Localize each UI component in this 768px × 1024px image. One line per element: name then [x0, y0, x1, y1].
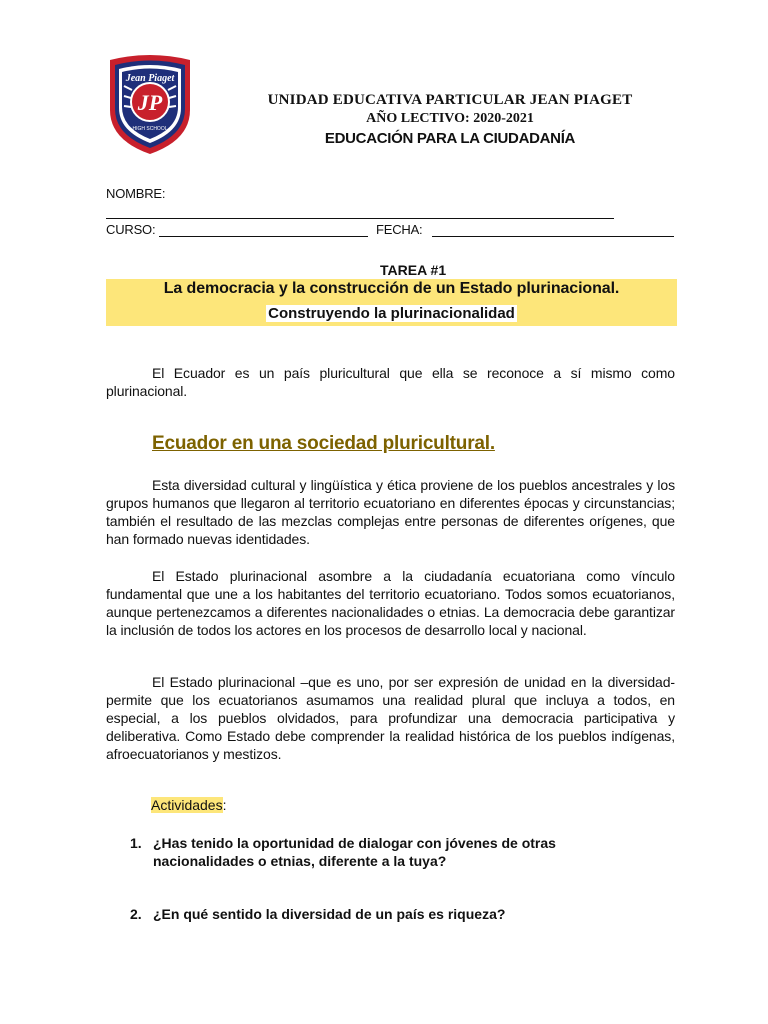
fecha-line[interactable] — [432, 236, 674, 237]
nombre-line[interactable] — [106, 218, 614, 219]
activities-heading — [151, 797, 226, 813]
question-number: 1. — [130, 835, 142, 851]
school-crest-logo — [104, 52, 196, 156]
activities-colon: : — [222, 797, 227, 813]
question-text: ¿En qué sentido la diversidad de un país es riqueza? — [153, 906, 506, 922]
task-number: TAREA #1 — [380, 262, 447, 278]
curso-label: CURSO: — [106, 222, 156, 237]
activities-label: Actividades — [151, 797, 223, 813]
curso-line[interactable] — [159, 236, 368, 237]
intro-paragraph: El Ecuador es un país pluricultural que ella se reconoce a sí mismo como plurinacional. — [106, 365, 675, 399]
paragraph-1: Esta diversidad cultural y lingüística y ética proviene de los pueblos ancestrales y los grupos humanos que llegaron al territorio ecuatoriano en diferentes épocas y circunstancias; también el resultado de las mezclas complejas entre personas de diferentes orígenes, que han formado nuevas identidades. — [106, 477, 675, 547]
nombre-label: NOMBRE: — [106, 186, 166, 201]
section-heading: Ecuador en una sociedad pluricultural. — [152, 433, 495, 454]
crest-monogram: JP — [137, 90, 163, 115]
school-year: AÑO LECTIVO: 2020-2021 — [366, 111, 534, 126]
task-subtitle: Construyendo la plurinacionalidad — [268, 305, 515, 322]
subject-title: EDUCACIÓN PARA LA CIUDADANÍA — [324, 130, 576, 147]
question-text: ¿Has tenido la oportunidad de dialogar con jóvenes de otras nacionalidades o etnias, diferente a la tuya? — [153, 835, 556, 869]
paragraph-3: El Estado plurinacional –que es uno, por ser expresión de unidad en la diversidad- permite que los ecuatorianos asumamos una realidad plural que incluya a todos, en especial, a los pueblos olvidados, para profundizar una democracia participativa y deliberativa. Como Estado debe comprender la realidad histórica de los pueblos indígenas, afroecuatorianos y mestizos. — [106, 674, 675, 762]
question-number: 2. — [130, 906, 142, 922]
paragraph-2: El Estado plurinacional asombre a la ciudadanía ecuatoriana como vínculo fundamental que une a los habitantes del territorio ecuatoriano. Todos somos ecuatorianos, aunque pertenezcamos a diferentes nacionalidades o etnias. La democracia debe garantizar la inclusión de todos los actores en los procesos de desarrollo local y nacional. — [106, 568, 675, 638]
task-title: La democracia y la construcción de un Estado plurinacional. — [163, 280, 620, 297]
question-2 — [130, 905, 610, 925]
fecha-label: FECHA: — [376, 222, 423, 237]
school-name: UNIDAD EDUCATIVA PARTICULAR JEAN PIAGET — [267, 92, 633, 108]
crest-top-text: Jean Piaget — [125, 73, 175, 84]
task-subtitle-wrap — [106, 305, 677, 322]
crest-bottom-text: HIGH SCHOOL — [132, 126, 168, 132]
question-1 — [130, 834, 610, 874]
